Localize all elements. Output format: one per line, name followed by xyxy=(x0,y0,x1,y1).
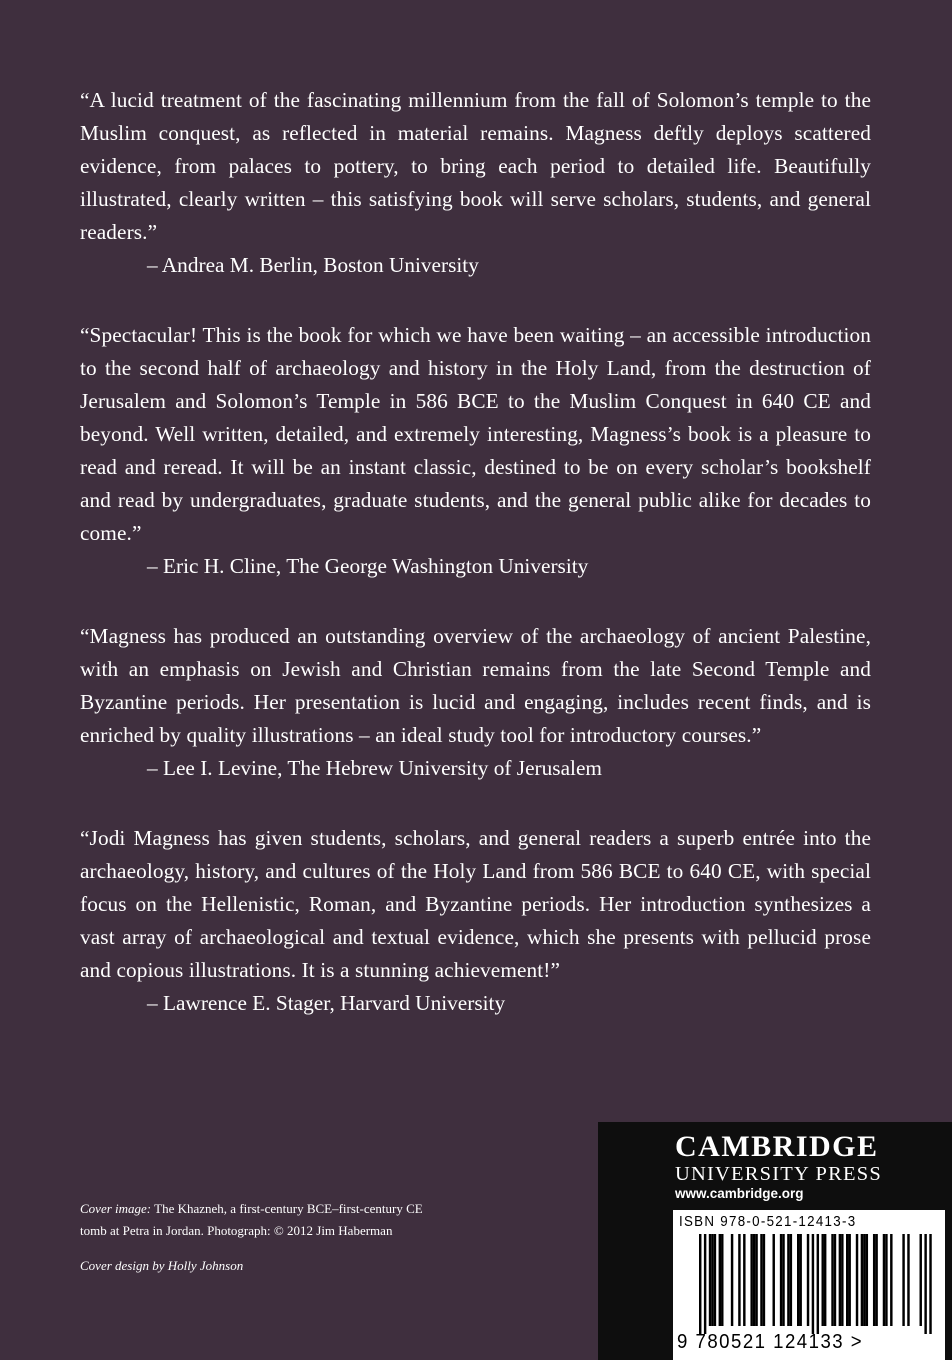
cover-design-credit: Cover design by Holly Johnson xyxy=(80,1258,244,1273)
barcode-bar xyxy=(920,1234,922,1326)
barcode-bar xyxy=(790,1234,792,1326)
barcode-bar xyxy=(699,1234,701,1334)
blurb-3 xyxy=(80,620,871,785)
barcode-bar xyxy=(839,1234,841,1326)
barcode-bar xyxy=(834,1234,836,1326)
barcode-bar xyxy=(763,1234,765,1326)
blurb-text: “Spectacular! This is the book for which we have been waiting – an accessible introduction to the second half of archaeology and history in the Holy Land, from the destruction of Jerusalem and Solomon’s Temple in 586 BCE to the Muslim Conquest in 640 CE and beyond. Well written, detailed, and extremely interesting, Magness’s book is a pleasure to read and reread. It will be an instant classic, destined to be on every scholar’s bookshelf and read by undergraduates, graduate students, and the general public alike for decades to come.” xyxy=(80,323,871,545)
barcode-bar xyxy=(812,1234,814,1334)
barcode-bar xyxy=(885,1234,887,1326)
cover-image-label: Cover image: xyxy=(80,1201,152,1216)
barcode-bar xyxy=(704,1234,706,1334)
blurb-4 xyxy=(80,822,871,1020)
blurb-text: “Magness has produced an outstanding overview of the archaeology of ancient Palestine, with an emphasis on Jewish and Christian remains from the late Second Temple and Byzantine periods. Her presentation is lucid and engaging, includes recent finds, and is enriched by quality illustrations – an ideal study tool for introductory courses.” xyxy=(80,624,871,747)
barcode-bar xyxy=(817,1234,819,1334)
publisher-name: CAMBRIDGE xyxy=(675,1130,879,1163)
barcode-bar xyxy=(883,1234,885,1326)
blurb-1 xyxy=(80,84,871,282)
cover-image-line2: tomb at Petra in Jordan. Photograph: © 2012 Jim Haberman xyxy=(80,1223,393,1238)
barcode-bar xyxy=(731,1234,733,1326)
barcode-bar xyxy=(890,1234,892,1326)
barcode-bar xyxy=(782,1234,784,1326)
publisher-block xyxy=(598,1122,952,1360)
barcode-bar xyxy=(773,1234,775,1326)
barcode-bar xyxy=(787,1234,789,1326)
barcode-bar xyxy=(873,1234,875,1326)
barcode-bar xyxy=(709,1234,711,1326)
barcode-digits: 9 780521 124133 > xyxy=(677,1331,864,1353)
barcode-bar xyxy=(902,1234,904,1326)
barcode-bar xyxy=(780,1234,782,1326)
isbn-label: ISBN 978-0-521-12413-3 xyxy=(679,1214,857,1230)
publisher-subname: UNIVERSITY PRESS xyxy=(675,1163,882,1185)
barcode-bar xyxy=(822,1234,824,1326)
barcode-bar xyxy=(861,1234,863,1326)
barcode-bar xyxy=(755,1234,757,1326)
blurb-text: “Jodi Magness has given students, scholars, and general readers a superb entrée into the archaeology, history, and cultures of the Holy Land from 586 BCE to 640 CE, with special focus on the Hellenistic, Roman, and Byzantine periods. Her introduction synthesizes a vast array of archaeological and textual evidence, which she presents with pellucid prose and copious illustrations. It is a stunning achievement!” xyxy=(80,826,871,982)
isbn-barcode xyxy=(673,1210,945,1360)
barcode-bar xyxy=(797,1234,799,1326)
barcode-bar xyxy=(738,1234,740,1326)
barcode-bar xyxy=(743,1234,745,1326)
blurb-attribution: – Andrea M. Berlin, Boston University xyxy=(147,253,479,277)
blurb-text: “A lucid treatment of the fascinating millennium from the fall of Solomon’s temple to the Muslim conquest, as reflected in material remains. Magness deftly deploys scattered evidence, from palaces to pottery, to bring each period to detailed life. Beautifully illustrated, clearly written – this satisfying book will serve scholars, students, and general readers.” xyxy=(80,88,871,244)
cover-image-credit xyxy=(80,1198,500,1220)
barcode-bar xyxy=(760,1234,762,1326)
barcode-bar xyxy=(875,1234,877,1326)
blurb-attribution: – Eric H. Cline, The George Washington University xyxy=(147,554,589,578)
barcode-bar xyxy=(807,1234,809,1326)
barcode-bar xyxy=(824,1234,826,1326)
barcode-bar xyxy=(907,1234,909,1326)
blurb-2 xyxy=(80,319,871,583)
barcode-bar xyxy=(719,1234,721,1326)
barcode-bar xyxy=(929,1234,931,1334)
barcode-image xyxy=(673,1234,945,1338)
publisher-url: www.cambridge.org xyxy=(675,1186,804,1201)
barcode-bar xyxy=(721,1234,723,1326)
cover-image-line1: The Khazneh, a first-century BCE–first-century CE xyxy=(154,1201,423,1216)
barcode-bar xyxy=(848,1234,850,1326)
blurb-attribution: – Lawrence E. Stager, Harvard University xyxy=(147,991,506,1015)
barcode-bar xyxy=(711,1234,713,1326)
barcode-bar xyxy=(846,1234,848,1326)
barcode-bar xyxy=(841,1234,843,1326)
barcode-bar xyxy=(924,1234,926,1334)
barcode-bar xyxy=(856,1234,858,1326)
blurb-attribution: – Lee I. Levine, The Hebrew University of Jerusalem xyxy=(147,756,602,780)
blurbs-section xyxy=(80,84,871,1057)
cover-credits xyxy=(80,1198,500,1277)
barcode-bar xyxy=(750,1234,752,1326)
barcode-bar xyxy=(866,1234,868,1326)
barcode-bar xyxy=(831,1234,833,1326)
barcode-bar xyxy=(799,1234,801,1326)
barcode-bar xyxy=(753,1234,755,1326)
barcode-bar xyxy=(863,1234,865,1326)
barcode-bar xyxy=(714,1234,716,1326)
